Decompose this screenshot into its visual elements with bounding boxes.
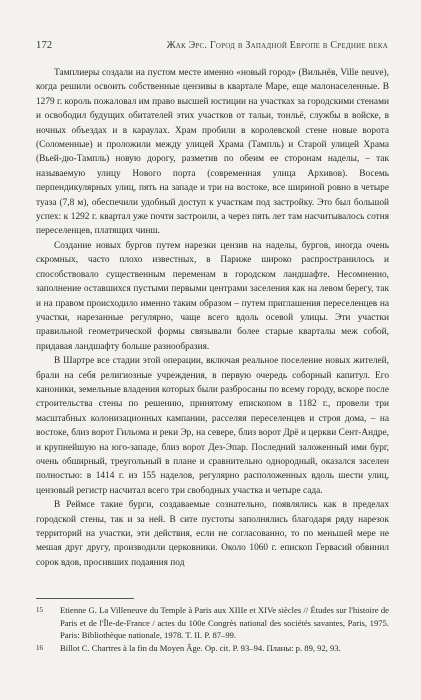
page-header — [36, 40, 388, 51]
footnote-text: Etienne G. La Villeneuve du Temple à Paris aux XIIIe et XIVe siècles // Études sur l'histoire de Paris et de l'Île-de-France / actes du 100e Congrès national des sociétés savantes, Paris, 1975. Paris: Bibliothèque nationale, 1978. T. II. P. 87–99. — [60, 605, 389, 641]
paragraph: В Шартре все стадии этой операции, включая реальное поселение новых жителей, брали на себя религиозные учреждения, в первую очередь соборный капитул. Его каноники, земельные владения которых были разбросаны по всему городу, вскоре после строительства стены по решению, принятому епископом в 1182 г., провели три масштабных колонизационных кампании, расселяя переселенцев и строя дома, – на востоке, близ ворот Гильома и реки Эр, на севере, близ ворот Дрё и церкви Сент-Андре, и крупнейшую на юго-западе, близ ворот Дез-Эпар. Последний заложенный ими бург, очень обширный, треугольный в плане и сравнительно однородный, оказался заселен полностью: в 1414 г. из 155 наделов, регулярно расположенных вдоль шести улиц, цензовый регистр насчитал всего три свободных участка и четыре сада. — [36, 356, 389, 496]
footnotes — [36, 604, 389, 654]
footnote-number: 15 — [36, 606, 43, 614]
paragraph: Создание новых бургов путем нарезки цензив на наделы, бургов, иногда очень скромных, часто плохо известных, в Париже широко распространилось и способствовало существенным переменам в городском ландшафте. Несомненно, заполнение оставшихся пустыми первыми центрами заселения как на левом берегу, так и на правом происходило именно таким образом – путем приглашения переселенцев на участки, нарезанные регулярно, чаще всего вдоль осевой улицы. Эти участки правильной геометрической формы связывали более старые кварталы меж собой, придавая ландшафту больше разнообразия. — [36, 240, 389, 352]
footnote-divider — [36, 598, 134, 599]
running-head: Жак Эрс. Город в Западной Европе в Средние века — [166, 40, 388, 51]
paragraph: В Реймсе такие бурги, создаваемые сознательно, появлялись как в пределах городской стены, так и за ней. В сите пустоты заполнялись благодаря ряду нарезок территорий на участки, эти действия, если не согласованно, то по меньшей мере не мешая друг другу, производили церковники. Около 1060 г. епископ Гервасий обвинил сорок вдов, просивших подаяния под — [36, 500, 389, 568]
footnote — [36, 642, 389, 655]
footnote-text: Billot C. Chartres à la fin du Moyen Âge. Op. cit. P. 93–94. Планы: р. 89, 92, 93. — [60, 642, 341, 653]
paragraph: Тамплиеры создали на пустом месте именно «новый город» (Вильнёв, Ville neuve), когда решили освоить собственные цензивы в квартале Маре, еще малонаселенные. В 1279 г. король пожаловал им право высшей юстиции на участках за городскими стенами и освободил будущих обитателей этих участков от тальи, тонльё, службы в войске, в ночных объездах и в караулах. Храм пробили в королевской стене новые ворота (Соломенные) и проложили между улицей Храма (Тампль) и Старой улицей Храма (Вьей-дю-Тампль) новую дорогу, разметив по обеим ее сторонам наделы, – так называемую улицу Нового порта (современная улица Архивов). Восемь перпендикулярных улиц, пять на западе и три на востоке, все шириной ровно в четыре туаза (7,8 м), обеспечили удобный доступ к участкам под застройку. Это был большой успех: к 1292 г. квартал уже почти застроили, а через пять лет там насчитывалось сотня переселенцев, платящих чинш. — [36, 68, 389, 237]
page-number: 172 — [36, 40, 53, 51]
main-text — [36, 66, 389, 570]
footnote — [36, 604, 389, 642]
footnote-number: 16 — [36, 643, 43, 652]
